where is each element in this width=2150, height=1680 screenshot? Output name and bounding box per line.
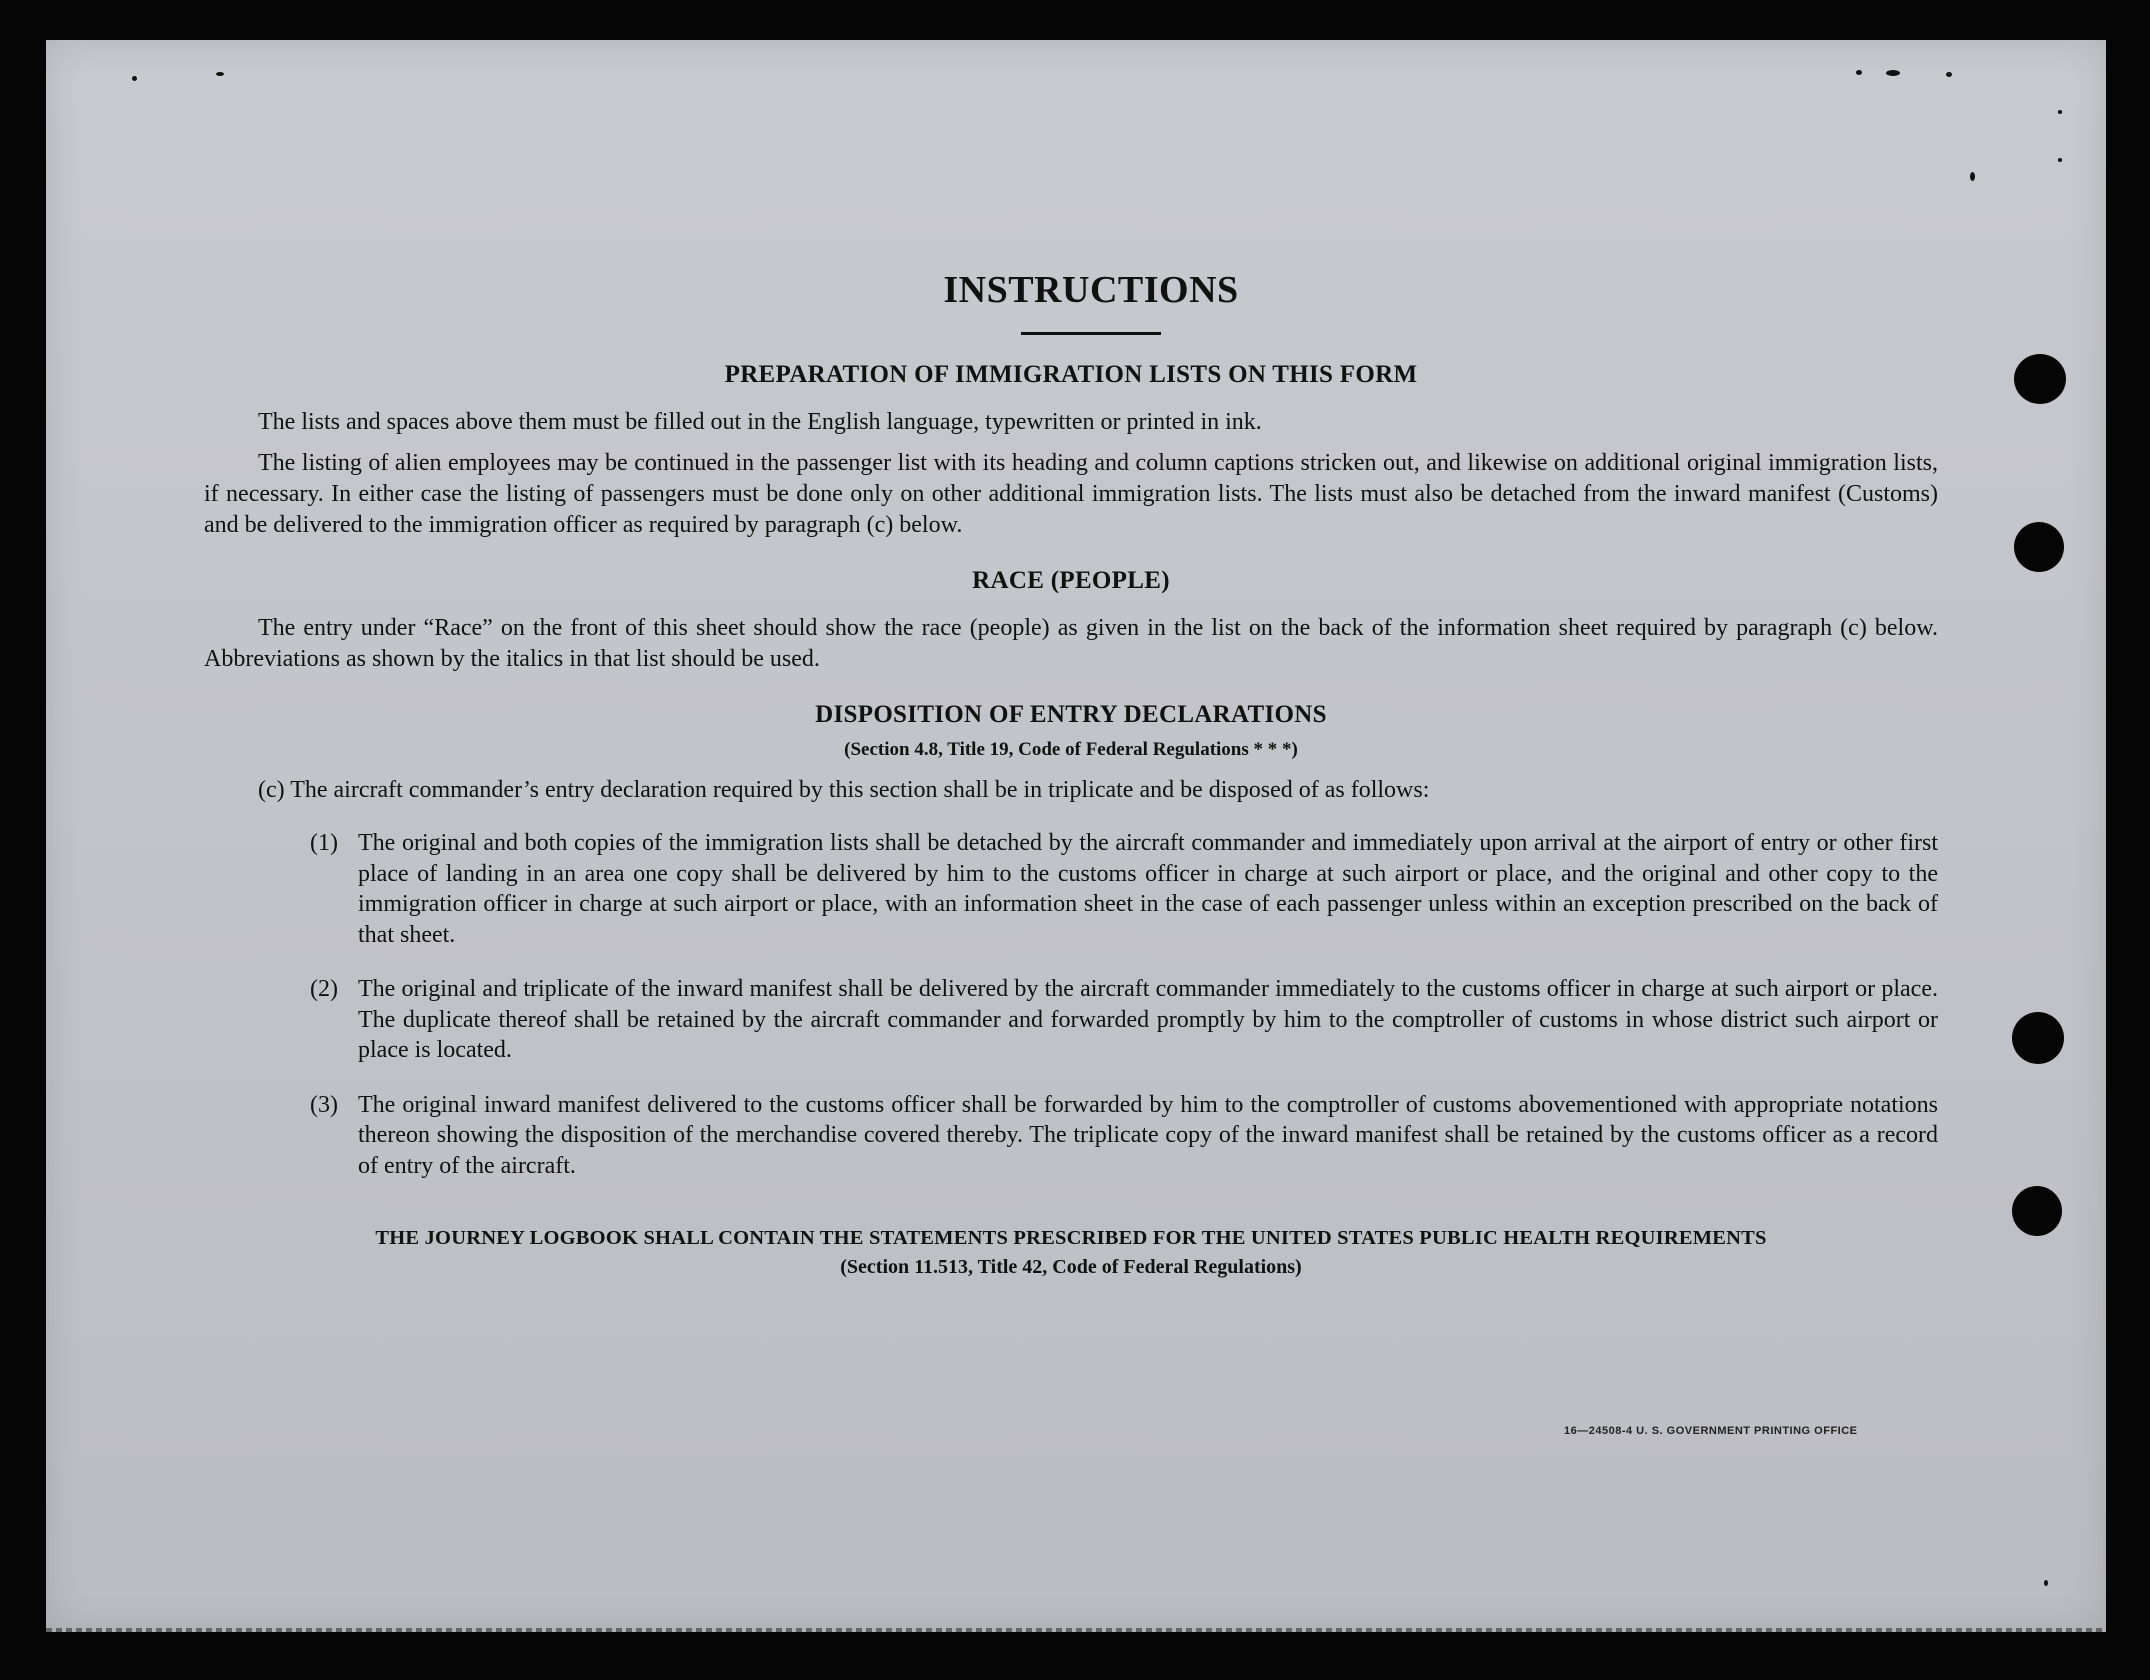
scan-speck — [132, 76, 137, 81]
item-text: The original and triplicate of the inward manifest shall be delivered by the aircraft commander immediately to the customs officer in charge at such airport or place. The duplicate thereof shall be retained by the aircraft commander and forwarded promptly by him to the comptroller of customs in whose district such airport or place is located. — [358, 976, 1938, 1063]
scan-speck — [2058, 110, 2062, 114]
title-underline — [1021, 332, 1161, 335]
item-text: The original inward manifest delivered to the customs officer shall be forwarded by him to the comptroller of customs abovementioned with appropriate notations thereon showing the disposition of the merchandise covered thereby. The triplicate copy of the inward manifest shall be retained by the customs officer as a record of entry of the aircraft. — [358, 1091, 1938, 1179]
scan-speck — [1946, 72, 1952, 77]
scan-speck — [1970, 172, 1975, 181]
item-text: The original and both copies of the immigration lists shall be detached by the aircraft commander and immediately upon arrival at the airport of entry or other first place of landing in an area one copy shall be delivered by him to the customs officer in charge at such airport or place, and the original and other copy to the immigration officer in charge at such airport or place, with an information sheet in the case of each passenger unless within an exception prescribed on the back of that sheet. — [358, 830, 1938, 948]
section-heading-disposition: DISPOSITION OF ENTRY DECLARATIONS — [815, 701, 1327, 728]
list-item — [310, 974, 1938, 1066]
paragraph-preparation-2: The listing of alien employees may be continued in the passenger list with its heading and column captions stricken out, and likewise on additional original immigration lists, if necessary. In either case the listing of passengers must be done only on other additional immigration lists. The lists must also be detached from the inward manifest (Customs) and be delivered to the immigration officer as required by paragraph (c) below. — [204, 450, 1938, 538]
footer-statement: THE JOURNEY LOGBOOK SHALL CONTAIN THE STATEMENTS PRESCRIBED FOR THE UNITED STATES PUBLIC HEALTH REQUIREMENTS — [375, 1227, 1767, 1249]
scan-speck — [1856, 70, 1862, 75]
footer-citation: (Section 11.513, Title 42, Code of Federal Regulations) — [840, 1256, 1302, 1278]
list-item — [310, 828, 1938, 950]
scan-speck — [2058, 158, 2062, 162]
punch-hole — [2014, 354, 2066, 404]
punch-hole — [2012, 1186, 2062, 1236]
scan-speck — [1886, 70, 1900, 76]
page-edge — [46, 1628, 2106, 1632]
print-code: 16—24508-4 U. S. GOVERNMENT PRINTING OFFICE — [1564, 1425, 1858, 1437]
paragraph-race: The entry under “Race” on the front of this sheet should show the race (people) as given in the list on the back of the information sheet required by paragraph (c) below. Abbreviations as shown by the italics in that list should be used. — [204, 615, 1938, 672]
punch-hole — [2012, 1012, 2064, 1064]
item-number: (1) — [310, 830, 338, 856]
section-heading-race: RACE (PEOPLE) — [972, 567, 1170, 594]
paragraph-preparation-1: The lists and spaces above them must be filled out in the English language, typewritten or printed in ink. — [258, 409, 1262, 435]
page-title: INSTRUCTIONS — [943, 269, 1239, 311]
instructions-content — [204, 268, 1938, 1279]
list-item — [310, 1090, 1938, 1182]
document-page — [46, 40, 2106, 1632]
section-citation: (Section 4.8, Title 19, Code of Federal Regulations * * *) — [844, 739, 1298, 760]
scan-speck — [2044, 1580, 2048, 1586]
punch-hole — [2014, 522, 2064, 572]
item-number: (3) — [310, 1091, 338, 1118]
paragraph-c-intro: (c) The aircraft commander’s entry declaration required by this section shall be in triplicate and be disposed of as follows: — [258, 777, 1430, 803]
scan-speck — [216, 72, 224, 76]
item-number: (2) — [310, 976, 338, 1002]
section-heading-preparation: PREPARATION OF IMMIGRATION LISTS ON THIS FORM — [724, 361, 1418, 388]
